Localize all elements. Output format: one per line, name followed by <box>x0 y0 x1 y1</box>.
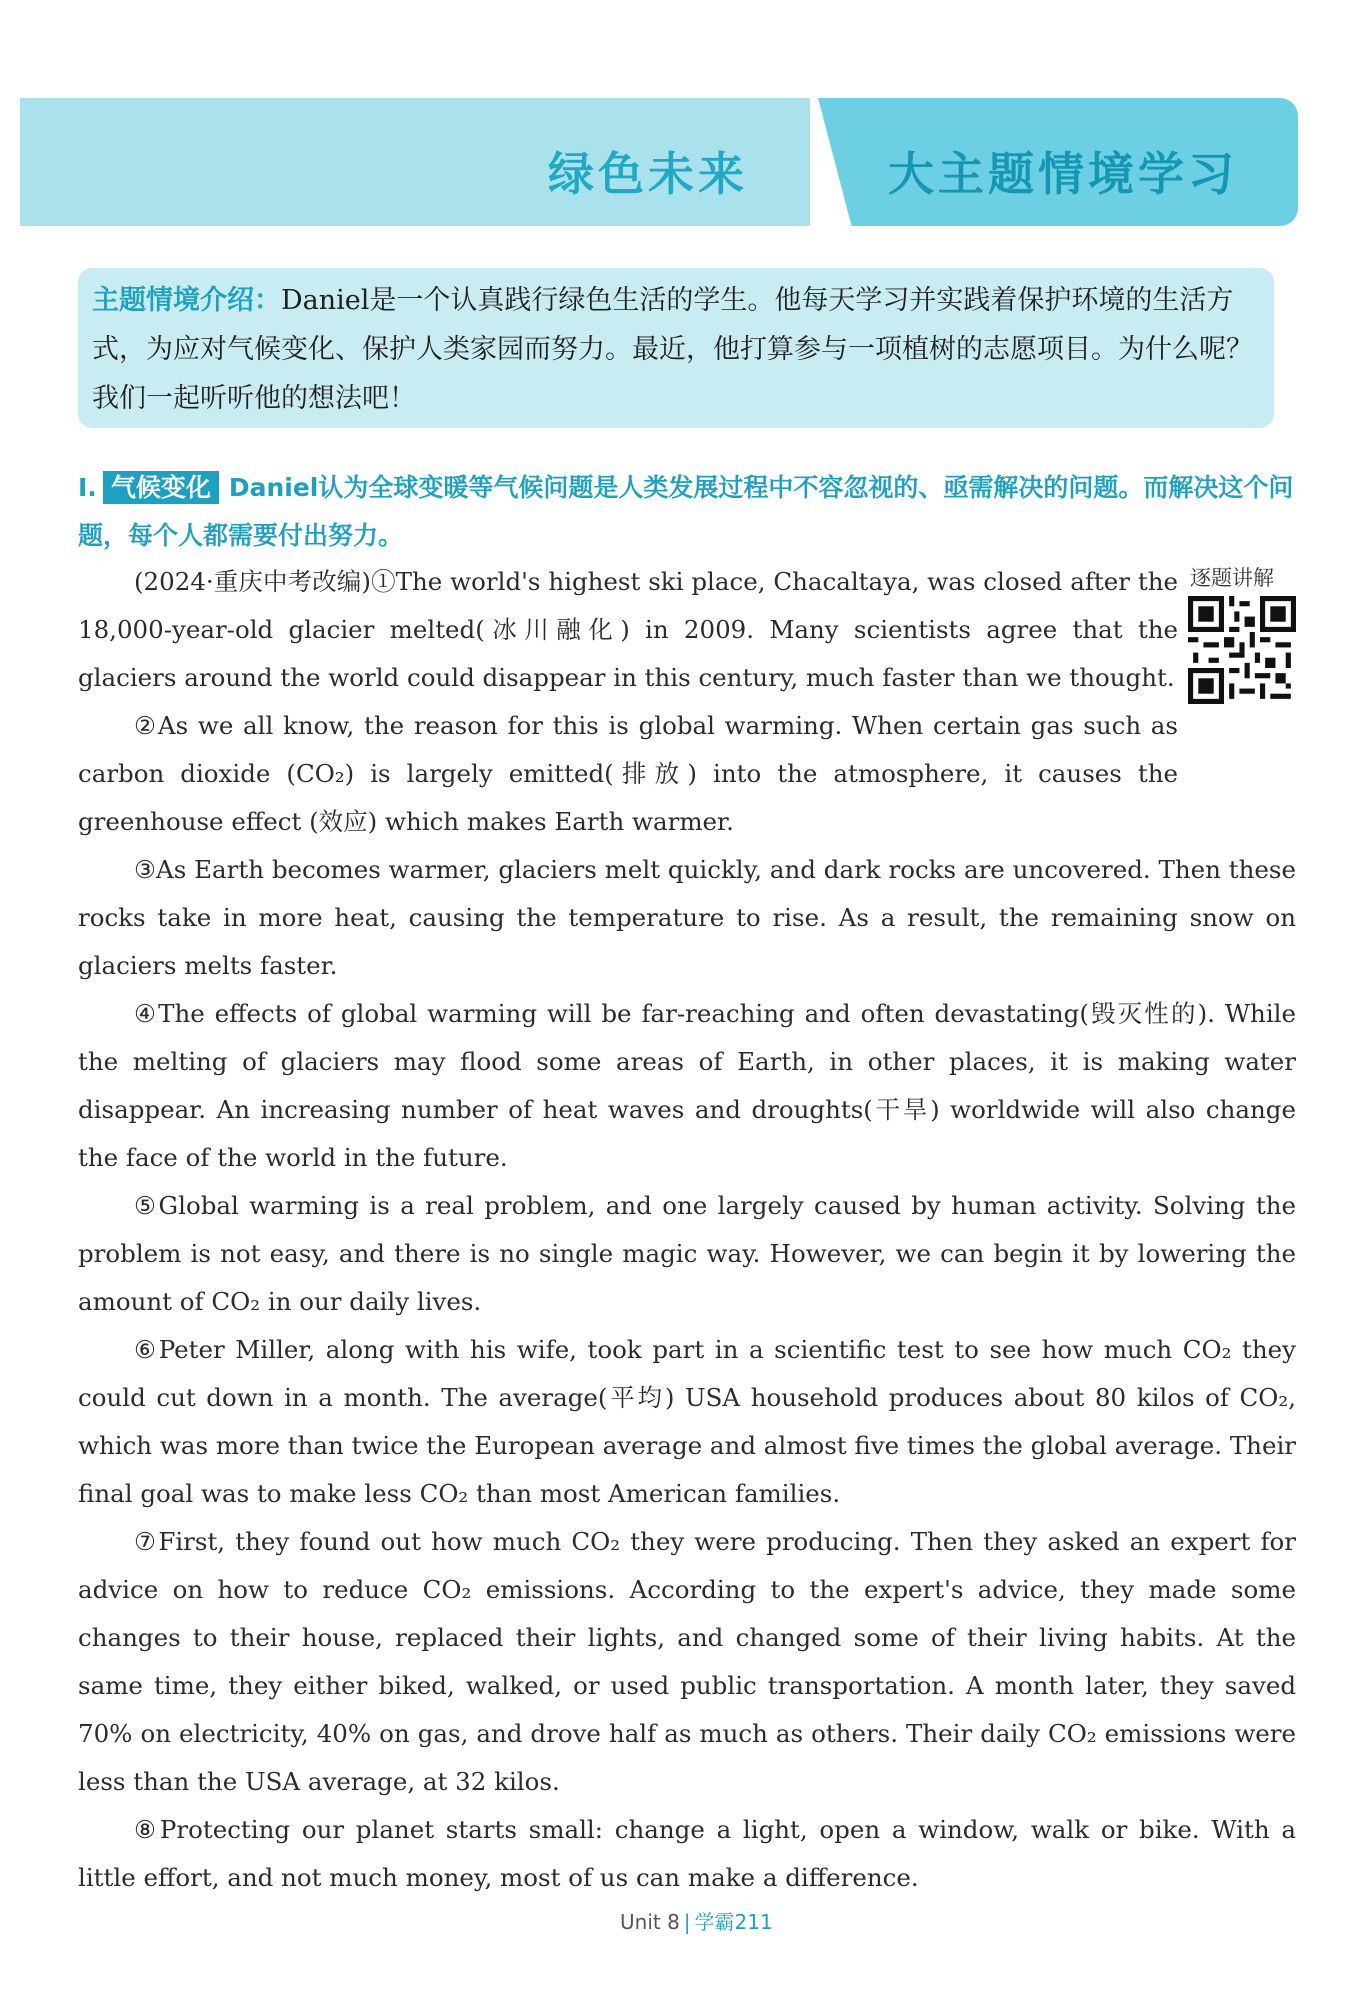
footer-page-number: 211 <box>734 1910 773 1934</box>
paragraph-4: ④The effects of global warming will be far-reaching and often devastating(毁灭性的). While the melting of glaciers may flood some areas of Earth, in other places, it is making water disappear. An increasing number of heat waves and droughts(干旱) worldwide will also change the face of the world in the future. <box>78 999 1296 1172</box>
paragraph-5: ⑤Global warming is a real problem, and one largely caused by human activity. Solving the problem is not easy, and there is no single magic way. However, we can begin it by lowering the amount of CO₂ in our daily lives. <box>78 1191 1296 1316</box>
paragraph-2: ②As we all know, the reason for this is global warming. When certain gas such as carbon dioxide (CO₂) is largely emitted(排放) into the atmosphere, it causes the greenhouse effect (效应) which makes Earth warmer. <box>78 711 1178 836</box>
paragraph-1: (2024·重庆中考改编)①The world's highest ski place, Chacaltaya, was closed after the 18,000-year-old glacier melted(冰川融化) in 2009. Many scientists agree that the glaciers around the world could disappear in this century, much faster than we thought. <box>78 567 1178 692</box>
intro-label: 主题情境介绍： <box>92 285 281 316</box>
footer-unit: Unit 8 <box>620 1910 680 1934</box>
footer-brand: 学霸 <box>694 1910 735 1934</box>
paragraph-6: ⑥Peter Miller, along with his wife, took part in a scientific test to see how much CO₂ they could cut down in a month. The average(平均) USA household produces about 80 kilos of CO₂, which was more than twice the European average and almost five times the global average. Their final goal was to make less CO₂ than most American families. <box>78 1335 1296 1508</box>
banner-left-title: 绿色未来 <box>548 147 748 201</box>
section-heading <box>78 464 1298 560</box>
paragraph-8: ⑧Protecting our planet starts small: change a light, open a window, walk or bike. With a little effort, and not much money, most of us can make a difference. <box>78 1815 1296 1892</box>
page-footer <box>620 1906 773 1935</box>
qr-code-icon[interactable] <box>1188 596 1296 704</box>
intro-text <box>92 276 1272 423</box>
paragraph-3: ③As Earth becomes warmer, glaciers melt quickly, and dark rocks are uncovered. Then these rocks take in more heat, causing the temperature to rise. As a result, the remaining snow on glaciers melts faster. <box>78 855 1296 980</box>
banner-right-title: 大主题情境学习 <box>888 147 1238 201</box>
qr-label: 逐题讲解 <box>1190 566 1274 590</box>
paragraph-7: ⑦First, they found out how much CO₂ they were producing. Then they asked an expert for advice on how to reduce CO₂ emissions. According to the expert's advice, they made some changes to their house, replaced their lights, and changed some of their living habits. At the same time, they either biked, walked, or used public transportation. A month later, they saved 70% on electricity, 40% on gas, and drove half as much as others. Their daily CO₂ emissions were less than the USA average, at 32 kilos. <box>78 1527 1296 1796</box>
intro-body: Daniel是一个认真践行绿色生活的学生。他每天学习并实践着保护环境的生活方式，为应对气候变化、保护人类家园而努力。最近，他打算参与一项植树的志愿项目。为什么呢？我们一起听听他的想法吧！ <box>92 285 1253 414</box>
footer-divider: | <box>683 1910 691 1934</box>
section-number: Ⅰ. <box>78 473 97 502</box>
section-tag: 气候变化 <box>103 471 219 504</box>
section-text: Daniel认为全球变暖等气候问题是人类发展过程中不容忽视的、亟需解决的问题。而解决这个问题，每个人都需要付出努力。 <box>78 473 1294 550</box>
